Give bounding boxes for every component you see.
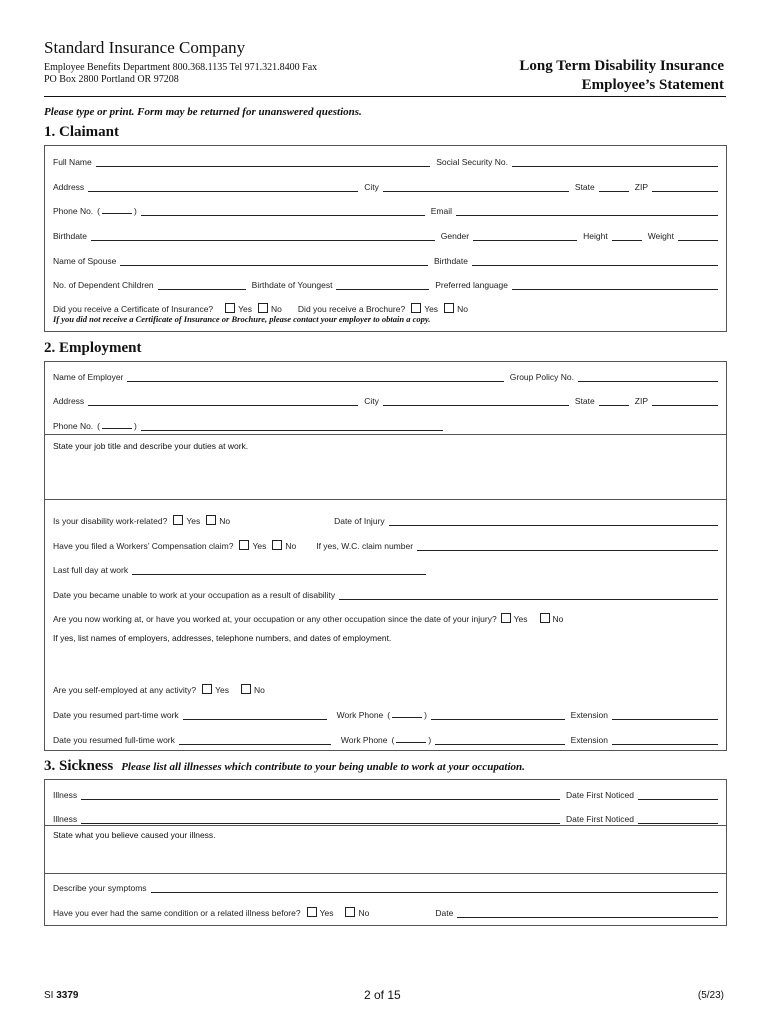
spouse-field[interactable]	[120, 255, 428, 266]
section-employment-heading: 2. Employment	[44, 340, 142, 356]
ssn-label: Social Security No.	[436, 157, 508, 167]
work-related-no-label: No	[219, 516, 231, 526]
self-employed-yes-label: Yes	[215, 685, 230, 695]
page-number: 2 of 15	[364, 988, 401, 1002]
birthdate-field[interactable]	[91, 230, 435, 241]
row-part-time	[53, 706, 718, 720]
sickness-section	[44, 779, 727, 926]
row-illness-1	[53, 786, 718, 800]
full-time-extension-field[interactable]	[612, 734, 718, 745]
working-now-yes-checkbox[interactable]	[501, 613, 511, 623]
employer-label: Name of Employer	[53, 372, 124, 382]
form-title-line2: Employee’s Statement	[581, 77, 724, 93]
form-prefix: SI	[44, 990, 54, 1001]
address-label: Address	[53, 182, 85, 192]
same-condition-question: Have you ever had the same condition or a related illness before?	[53, 908, 301, 918]
illness-1-noticed-field[interactable]	[638, 789, 718, 800]
row-work-related	[53, 512, 718, 526]
row-illness-2	[53, 810, 718, 824]
part-time-extension-field[interactable]	[612, 709, 718, 720]
work-related-yes-label: Yes	[186, 516, 201, 526]
part-time-work-phone-field[interactable]	[431, 709, 565, 720]
row-address	[53, 178, 718, 192]
full-time-label: Date you resumed full-time work	[53, 735, 175, 745]
sickness-subheading: Please list all illnesses which contribute to your being unable to work at your occupation.	[121, 761, 525, 773]
section-sickness-heading	[44, 758, 525, 775]
language-field[interactable]	[512, 279, 718, 290]
certificate-yes-checkbox[interactable]	[225, 303, 235, 313]
spouse-label: Name of Spouse	[53, 256, 117, 266]
self-employed-question: Are you self-employed at any activity?	[53, 685, 197, 695]
employer-phone-field[interactable]	[141, 420, 443, 431]
employer-zip-label: ZIP	[634, 396, 648, 406]
row-working-now	[53, 610, 718, 624]
certificate-yes-label: Yes	[238, 304, 253, 314]
full-time-extension-label: Extension	[570, 735, 608, 745]
brochure-no-label: No	[457, 304, 468, 314]
wc-number-label: If yes, W.C. claim number	[316, 541, 414, 551]
sickness-heading: 3. Sickness	[44, 758, 114, 774]
row-dependents	[53, 276, 718, 290]
row-symptoms	[53, 879, 718, 893]
spouse-birthdate-label: Birthdate	[433, 256, 468, 266]
ssn-field[interactable]	[512, 156, 718, 167]
height-field[interactable]	[612, 230, 642, 241]
state-field[interactable]	[599, 181, 629, 192]
brochure-yes-checkbox[interactable]	[411, 303, 421, 313]
department-info	[44, 62, 317, 86]
wc-number-field[interactable]	[417, 540, 718, 551]
list-employers-label: If yes, list names of employers, addresses, telephone numbers, and dates of employment.	[53, 633, 392, 643]
last-day-label: Last full day at work	[53, 565, 129, 575]
form-number	[44, 990, 78, 1001]
employer-state-field[interactable]	[599, 395, 629, 406]
row-certificate	[53, 300, 718, 314]
working-now-yes-label: Yes	[513, 614, 528, 624]
full-time-field[interactable]	[179, 734, 331, 745]
unable-date-label: Date you became unable to work at your occupation as a result of disability	[53, 590, 336, 600]
divider	[45, 499, 726, 500]
employer-area-code-field[interactable]: ( )	[97, 418, 137, 431]
full-time-work-phone-field[interactable]	[435, 734, 564, 745]
row-unable-date	[53, 586, 718, 600]
zip-label: ZIP	[634, 182, 648, 192]
birthdate-label: Birthdate	[53, 231, 88, 241]
wc-claim-question: Have you filed a Workers’ Compensation claim?	[53, 541, 234, 551]
brochure-yes-label: Yes	[424, 304, 439, 314]
employer-field[interactable]	[127, 371, 503, 382]
work-related-no-checkbox[interactable]	[206, 515, 216, 525]
children-field[interactable]	[158, 279, 246, 290]
row-name-ssn	[53, 153, 718, 167]
same-condition-date-label: Date	[435, 908, 454, 918]
employer-state-label: State	[574, 396, 595, 406]
working-now-no-checkbox[interactable]	[540, 613, 550, 623]
wc-claim-yes-checkbox[interactable]	[239, 540, 249, 550]
illness-2-noticed-label: Date First Noticed	[565, 814, 634, 824]
gender-label: Gender	[440, 231, 470, 241]
zip-field[interactable]	[652, 181, 718, 192]
row-spouse	[53, 252, 718, 266]
wc-claim-no-label: No	[285, 541, 297, 551]
wc-claim-yes-label: Yes	[252, 541, 267, 551]
email-field[interactable]	[456, 205, 718, 216]
part-time-field[interactable]	[183, 709, 327, 720]
symptoms-field[interactable]	[151, 882, 718, 893]
wc-claim-no-checkbox[interactable]	[272, 540, 282, 550]
department-contact: Employee Benefits Department 800.368.1135 Tel 971.321.8400 Fax	[44, 62, 318, 73]
row-self-employed	[53, 681, 718, 695]
cause-label: State what you believe caused your illness.	[53, 830, 216, 840]
illness-1-noticed-label: Date First Noticed	[565, 790, 634, 800]
part-time-work-phone-label: Work Phone	[336, 710, 384, 720]
self-employed-yes-checkbox[interactable]	[202, 684, 212, 694]
area-code-field[interactable]: ( )	[97, 203, 137, 216]
form-number-value: 3379	[56, 990, 79, 1001]
full-time-area-code-field[interactable]: ( )	[392, 732, 432, 745]
row-employer-phone	[53, 417, 718, 431]
language-label: Preferred language	[435, 280, 508, 290]
form-title	[519, 57, 724, 95]
certificate-note: If you did not receive a Certificate of Insurance or Brochure, please contact your employer to obtain a copy.	[53, 314, 431, 324]
children-label: No. of Dependent Children	[53, 280, 154, 290]
policy-label: Group Policy No.	[509, 372, 574, 382]
same-condition-date-field[interactable]	[457, 907, 718, 918]
city-field[interactable]	[383, 181, 569, 192]
brochure-question: Did you receive a Brochure?	[297, 304, 406, 314]
full-name-label: Full Name	[53, 157, 92, 167]
injury-date-label: Date of Injury	[334, 516, 385, 526]
row-employer	[53, 368, 718, 382]
row-same-condition	[53, 904, 718, 918]
same-condition-no-checkbox[interactable]	[345, 907, 355, 917]
part-time-extension-label: Extension	[570, 710, 608, 720]
height-label: Height	[583, 231, 608, 241]
duties-label: State your job title and describe your duties at work.	[53, 441, 249, 451]
policy-field[interactable]	[578, 371, 718, 382]
illness-1-field[interactable]	[81, 789, 560, 800]
illness-2-noticed-field[interactable]	[638, 813, 718, 824]
same-condition-no-label: No	[358, 908, 370, 918]
certificate-no-label: No	[271, 304, 282, 314]
form-title-line1: Long Term Disability Insurance	[519, 58, 724, 74]
illness-1-label: Illness	[53, 790, 78, 800]
header-divider	[44, 96, 726, 97]
same-condition-yes-checkbox[interactable]	[307, 907, 317, 917]
part-time-label: Date you resumed part-time work	[53, 710, 179, 720]
unable-date-field[interactable]	[339, 589, 718, 600]
row-phone-email	[53, 202, 718, 216]
work-related-yes-checkbox[interactable]	[173, 515, 183, 525]
brochure-no-checkbox[interactable]	[444, 303, 454, 313]
last-day-field[interactable]	[132, 564, 426, 575]
address-field[interactable]	[88, 181, 358, 192]
claimant-section	[44, 145, 727, 332]
section-claimant-heading: 1. Claimant	[44, 124, 119, 140]
company-name: Standard Insurance Company	[44, 38, 246, 57]
illness-2-field[interactable]	[81, 813, 560, 824]
part-time-area-code-field[interactable]: ( )	[387, 707, 427, 720]
spouse-birthdate-field[interactable]	[472, 255, 718, 266]
working-now-no-label: No	[552, 614, 564, 624]
work-related-question: Is your disability work-related?	[53, 516, 168, 526]
revision-date: (5/23)	[697, 990, 724, 1001]
employer-address-field[interactable]	[88, 395, 358, 406]
certificate-no-checkbox[interactable]	[258, 303, 268, 313]
employer-zip-field[interactable]	[652, 395, 718, 406]
row-wc-claim	[53, 537, 718, 551]
same-condition-yes-label: Yes	[319, 908, 334, 918]
row-last-day	[53, 561, 718, 575]
full-name-field[interactable]	[96, 156, 430, 167]
employer-city-field[interactable]	[383, 395, 569, 406]
illness-2-label: Illness	[53, 814, 78, 824]
state-label: State	[574, 182, 595, 192]
email-label: Email	[430, 206, 452, 216]
row-full-time	[53, 731, 718, 745]
youngest-label: Birthdate of Youngest	[251, 280, 333, 290]
weight-label: Weight	[647, 231, 674, 241]
employment-section	[44, 361, 727, 751]
phone-label: Phone No.	[53, 206, 94, 216]
injury-date-field[interactable]	[389, 515, 718, 526]
gender-field[interactable]	[473, 230, 577, 241]
working-now-question: Are you now working at, or have you worked at, your occupation or any other occupation since the date of your injury?	[53, 614, 497, 624]
employer-city-label: City	[364, 396, 379, 406]
department-address: PO Box 2800 Portland OR 97208	[44, 74, 179, 85]
divider	[45, 825, 726, 826]
employer-address-label: Address	[53, 396, 85, 406]
employer-phone-label: Phone No.	[53, 421, 94, 431]
weight-field[interactable]	[678, 230, 718, 241]
youngest-field[interactable]	[336, 279, 429, 290]
divider	[45, 873, 726, 874]
self-employed-no-checkbox[interactable]	[241, 684, 251, 694]
city-label: City	[364, 182, 379, 192]
phone-field[interactable]	[141, 205, 425, 216]
instructions: Please type or print. Form may be returned for unanswered questions.	[44, 106, 362, 118]
self-employed-no-label: No	[254, 685, 265, 695]
row-birthdate	[53, 227, 718, 241]
divider	[45, 434, 726, 435]
full-time-work-phone-label: Work Phone	[340, 735, 388, 745]
certificate-question: Did you receive a Certificate of Insurance?	[53, 304, 214, 314]
row-employer-address	[53, 392, 718, 406]
symptoms-label: Describe your symptoms	[53, 883, 147, 893]
